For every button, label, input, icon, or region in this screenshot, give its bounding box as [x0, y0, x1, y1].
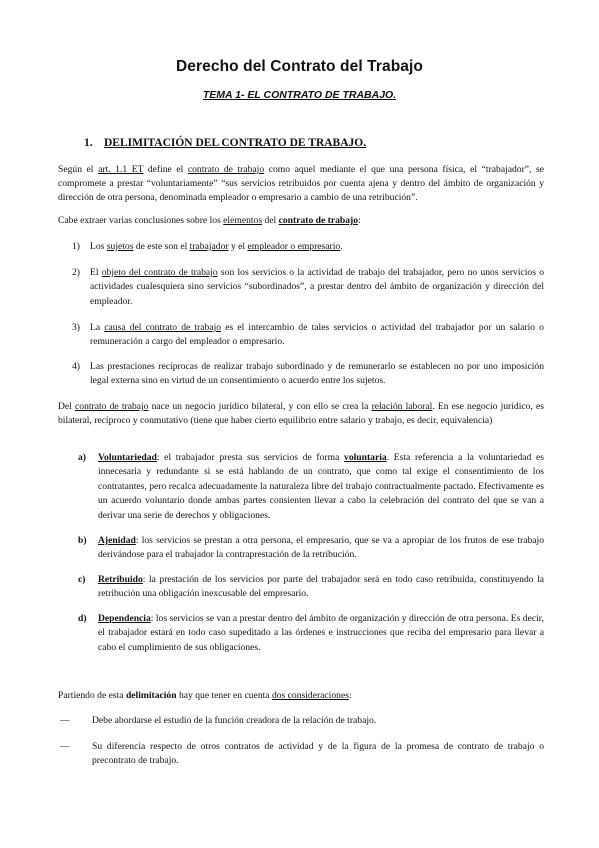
lettered-item: [58, 612, 544, 655]
conclusions-text: del: [262, 215, 279, 226]
lettered-marker: c): [78, 574, 86, 585]
lettered-marker: b): [78, 535, 87, 546]
numbered-marker: 2): [72, 267, 80, 278]
numbered-item: [58, 360, 544, 389]
dashed-item: [58, 714, 544, 728]
section-heading-text: DELIMITACIÓN DEL CONTRATO DE TRABAJO.: [104, 137, 367, 149]
document-subtitle: TEMA 1- EL CONTRATO DE TRABAJO.: [202, 89, 397, 101]
numbered-marker: 4): [72, 361, 80, 372]
lettered-item: [58, 573, 544, 602]
numbered-marker: 1): [72, 241, 80, 252]
intro-text: como aquel mediante el que una persona física, el “trabajador”, se compromete a prestar “voluntariamente” “sus servicios retribuidos por cuenta ajena y dentro del ámbito de organización y dirección de otra persona, denominada empleador o empresario a cambio de una retribución”.: [58, 164, 545, 204]
dashed-text: Su diferencia respecto de otros contratos de actividad y de la figura de la promesa de contrato de trabajo o precontrato de trabajo.: [92, 741, 544, 767]
document-title: Derecho del Contrato del Trabajo: [176, 58, 423, 75]
lettered-item: [58, 451, 544, 523]
intro-text: Según el: [58, 164, 94, 175]
bilateral-paragraph: Del contrato de trabajo nace un negocio jurídico bilateral, y con ello se crea la relación laboral. En ese negocio jurídico, es bilateral, recíproco y conmutativo (tiene que haber cierto equilibrio entre salario y trabajo, es decir, equivalencia): [58, 401, 544, 427]
conclusions-contract: contrato de trabajo: [278, 215, 359, 226]
numbered-text: Los sujetos de este son el trabajador y el empleador o empresario.: [90, 241, 343, 252]
lettered-text: Dependencia: los servicios se van a prestar dentro del ámbito de organización y dirección de otra persona. Es decir, el trabajador estará en todo caso supeditado a las órdenes e instrucciones que reciba del empresario para llevar a cabo el cumplimiento de sus obligaciones.: [98, 613, 544, 653]
intro-paragraph: [58, 163, 544, 206]
intro-article-ref: art. 1.1 ET: [98, 164, 144, 175]
numbered-item: [58, 321, 544, 350]
numbered-item: [58, 266, 544, 309]
dashed-item: [58, 740, 544, 769]
numbered-text: El objeto del contrato de trabajo son los servicios o la actividad de trabajo del trabajador, pero no unos servicios o actividades cualesquiera sino servicios “subordinados”, a prestar dentro del ámbito de organización y dirección del empleador.: [90, 267, 544, 307]
dash-marker: —: [60, 741, 70, 752]
numbered-marker: 3): [72, 322, 80, 333]
dashed-text: Debe abordarse el estudio de la función creadora de la relación de trabajo.: [92, 715, 377, 726]
lettered-marker: a): [78, 452, 86, 463]
section-number: 1.: [84, 137, 93, 149]
numbered-item: [58, 240, 544, 254]
lettered-text: Retribuido: la prestación de los servicios por parte del trabajador será en todo caso retribuida, constituyendo la retribución una obligación inexcusable del empresario.: [98, 574, 544, 600]
intro-text: define el: [143, 164, 188, 175]
conclusions-paragraph: [58, 214, 544, 228]
lettered-marker: d): [78, 613, 87, 624]
conclusions-text: :: [358, 215, 361, 226]
considerations-paragraph: Partiendo de esta delimitación hay que tener en cuenta dos consideraciones:: [58, 690, 352, 701]
lettered-text: Ajenidad: los servicios se prestan a otra persona, el empresario, que se va a apropiar de los frutos de ese trabajo derivándose para el trabajador la contraprestación de la retribución.: [98, 535, 544, 561]
conclusions-elements: elementos: [223, 215, 263, 226]
lettered-item: [58, 534, 544, 563]
conclusions-text: Cabe extraer varias conclusiones sobre los: [58, 215, 224, 226]
numbered-text: La causa del contrato de trabajo es el intercambio de tales servicios o actividad del trabajador por un salario o remuneración a cargo del empleador o empresario.: [90, 322, 544, 348]
section-heading: [84, 137, 366, 149]
lettered-text: Voluntariedad: el trabajador presta sus servicios de forma voluntaria. Esta referencia a la voluntariedad es innecesaria y redundante si se está hablando de un contrato, que como tal exige el consentimiento de los contratantes, pero recalca adecuadamente la naturaleza libre del trabajo contractualmente pactado. Efectivamente es un acuerdo voluntario donde ambas partes consienten llevar a cabo la celebración del contrato del que se van a derivar una serie de derechos y obligaciones.: [98, 452, 544, 521]
numbered-text: Las prestaciones recíprocas de realizar trabajo subordinado y de remunerarlo se establecen no por uno imposición legal externa sino en virtud de un consentimiento o acuerdo entre los sujetos.: [90, 361, 544, 387]
intro-contract-term: contrato de trabajo: [187, 164, 265, 175]
dash-marker: —: [60, 715, 70, 726]
